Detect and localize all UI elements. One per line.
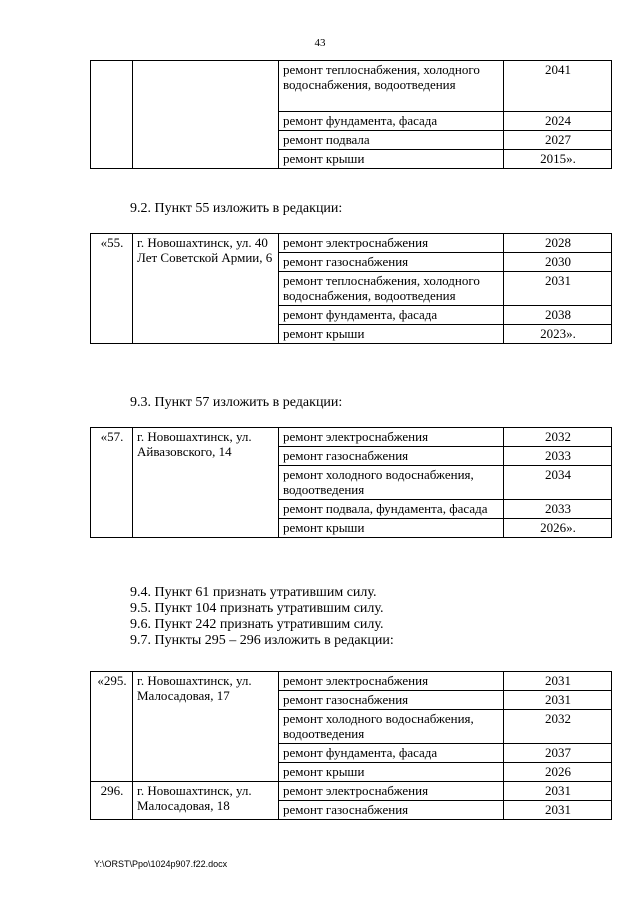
table-continuation (90, 60, 612, 169)
table-row (91, 672, 612, 691)
year-cell: 2030 (504, 253, 612, 272)
work-cell: ремонт подвала, фундамента, фасада (279, 500, 504, 519)
address-cell: г. Новошахтинск, ул. Малосадовая, 17 (133, 672, 279, 782)
work-cell: ремонт электроснабжения (279, 672, 504, 691)
year-cell: 2031 (504, 272, 612, 306)
year-cell: 2031 (504, 801, 612, 820)
year-cell: 2027 (504, 131, 612, 150)
year-cell: 2031 (504, 691, 612, 710)
paragraph-9-2: 9.2. Пункт 55 изложить в редакции: (130, 201, 343, 216)
work-cell: ремонт крыши (279, 519, 504, 538)
year-cell: 2026». (504, 519, 612, 538)
work-cell: ремонт холодного водоснабжения, водоотведения (279, 710, 504, 744)
number-cell: 296. (91, 782, 133, 820)
address-cell: г. Новошахтинск, ул. Малосадовая, 18 (133, 782, 279, 820)
paragraph-list (130, 585, 394, 649)
year-cell: 2023». (504, 325, 612, 344)
table-row (91, 234, 612, 253)
table-items-295-296 (90, 671, 612, 820)
address-cell (133, 61, 279, 169)
number-cell (91, 61, 133, 169)
work-cell: ремонт газоснабжения (279, 691, 504, 710)
year-cell: 2038 (504, 306, 612, 325)
work-cell: ремонт электроснабжения (279, 782, 504, 801)
year-cell: 2034 (504, 466, 612, 500)
work-cell: ремонт крыши (279, 325, 504, 344)
number-cell: «57. (91, 428, 133, 538)
work-cell: ремонт крыши (279, 763, 504, 782)
table-row (91, 782, 612, 801)
work-cell: ремонт теплоснабжения, холодного водоснабжения, водоотведения (279, 272, 504, 306)
year-cell: 2032 (504, 710, 612, 744)
year-cell: 2037 (504, 744, 612, 763)
year-cell: 2031 (504, 782, 612, 801)
year-cell: 2024 (504, 112, 612, 131)
work-cell: ремонт фундамента, фасада (279, 744, 504, 763)
work-cell: ремонт фундамента, фасада (279, 306, 504, 325)
work-cell: ремонт электроснабжения (279, 428, 504, 447)
address-cell: г. Новошахтинск, ул. Айвазовского, 14 (133, 428, 279, 538)
footer-file-path: Y:\ORST\Ppo\1024p907.f22.docx (94, 859, 228, 869)
address-cell: г. Новошахтинск, ул. 40 Лет Советской Армии, 6 (133, 234, 279, 344)
table-row (91, 428, 612, 447)
work-cell: ремонт газоснабжения (279, 253, 504, 272)
work-cell: ремонт холодного водоснабжения, водоотведения (279, 466, 504, 500)
year-cell: 2033 (504, 500, 612, 519)
number-cell: «295. (91, 672, 133, 782)
work-cell: ремонт газоснабжения (279, 447, 504, 466)
work-cell: ремонт подвала (279, 131, 504, 150)
work-cell: ремонт крыши (279, 150, 504, 169)
table-row (91, 61, 612, 112)
year-cell: 2026 (504, 763, 612, 782)
paragraph-9-5: 9.5. Пункт 104 признать утратившим силу. (130, 601, 384, 616)
paragraph-9-4: 9.4. Пункт 61 признать утратившим силу. (130, 585, 377, 600)
year-cell: 2032 (504, 428, 612, 447)
work-cell: ремонт газоснабжения (279, 801, 504, 820)
year-cell: 2041 (504, 61, 612, 112)
year-cell: 2015». (504, 150, 612, 169)
paragraph-9-7: 9.7. Пункты 295 – 296 изложить в редакции: (130, 633, 394, 648)
table-item-55 (90, 233, 612, 344)
work-cell: ремонт теплоснабжения, холодного водоснабжения, водоотведения (279, 61, 504, 112)
page-number: 43 (314, 37, 326, 49)
work-cell: ремонт электроснабжения (279, 234, 504, 253)
year-cell: 2028 (504, 234, 612, 253)
year-cell: 2033 (504, 447, 612, 466)
paragraph-9-3: 9.3. Пункт 57 изложить в редакции: (130, 395, 343, 410)
work-cell: ремонт фундамента, фасада (279, 112, 504, 131)
year-cell: 2031 (504, 672, 612, 691)
table-item-57 (90, 427, 612, 538)
number-cell: «55. (91, 234, 133, 344)
paragraph-9-6: 9.6. Пункт 242 признать утратившим силу. (130, 617, 384, 632)
